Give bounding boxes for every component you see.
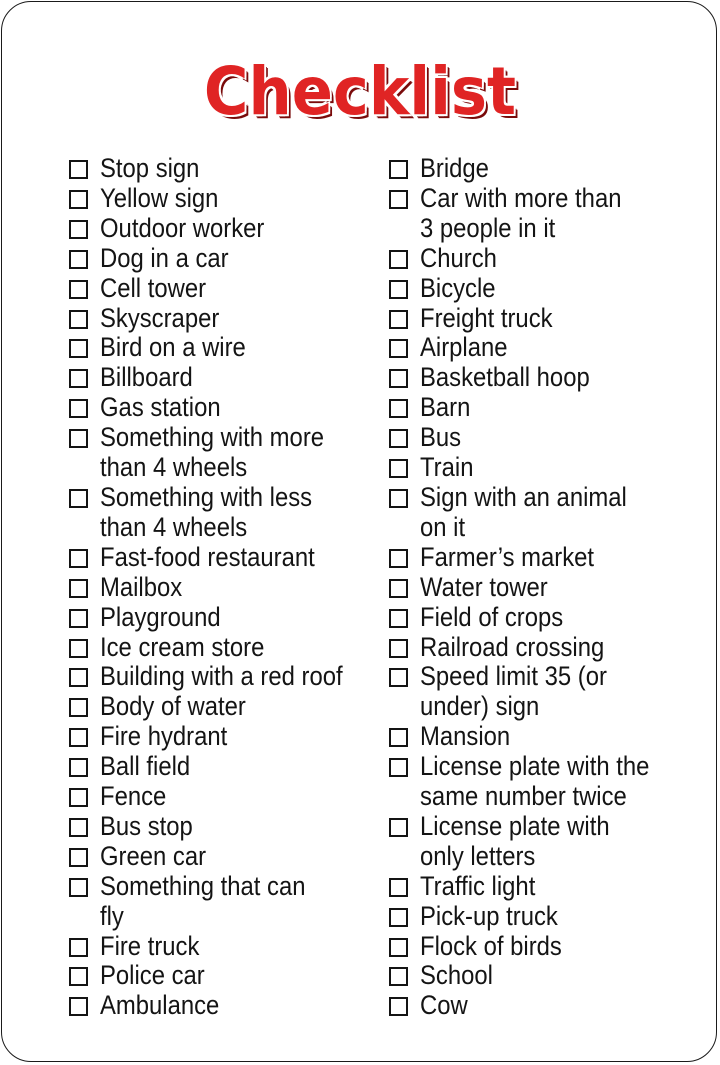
checkbox-icon[interactable] [69,728,88,747]
checklist-item-label: fly [100,900,124,931]
checklist-item-label: Green car [100,840,207,871]
checklist-item-something-that-can-fly[interactable] [68,872,368,932]
checklist-item-fire-hydrant[interactable] [68,722,368,752]
checkbox-icon[interactable] [389,997,408,1016]
checklist-item-water-tower[interactable] [388,573,688,603]
checklist-item-billboard[interactable] [68,363,368,393]
checklist-item-label: Fire truck [100,930,200,961]
checklist-item-label: Cell tower [100,272,207,303]
checkbox-icon[interactable] [389,609,408,628]
checklist-item-cow[interactable] [388,991,688,1021]
checklist-item-label: Ball field [100,751,191,782]
checklist-item-label: Yellow sign [100,182,219,213]
checkbox-icon[interactable] [69,250,88,269]
checklist-item-label: Bird on a wire [100,332,246,363]
checklist-item-ambulance[interactable] [68,991,368,1021]
checklist-item-mailbox[interactable] [68,573,368,603]
checkbox-icon[interactable] [69,160,88,179]
checklist-item-bird-on-a-wire[interactable] [68,333,368,363]
checklist-item-dog-in-a-car[interactable] [68,244,368,274]
checkbox-icon[interactable] [389,908,408,927]
checklist-item-label: Outdoor worker [100,212,265,243]
checklist-item-basketball-hoop[interactable] [388,363,688,393]
checklist-item-label: Traffic light [420,870,536,901]
checkbox-icon[interactable] [389,250,408,269]
checklist-column-right [388,154,688,1021]
checklist-item-label: Barn [420,392,471,423]
checklist-item-pick-up-truck[interactable] [388,902,688,932]
checklist-item-label: Ambulance [100,990,220,1021]
checklist-item-label: Something that can [100,870,306,901]
checkbox-icon[interactable] [69,878,88,897]
checklist-item-fence[interactable] [68,782,368,812]
checkbox-icon[interactable] [69,788,88,807]
checklist-item-label: Pick-up truck [420,900,558,931]
checklist-item-building-with-a-red-roof[interactable] [68,662,368,692]
checkbox-icon[interactable] [389,369,408,388]
checklist-item-traffic-light[interactable] [388,872,688,902]
checklist-item-playground[interactable] [68,603,368,633]
checklist-item-label: than 4 wheels [100,452,248,483]
checklist-item-car-with-more-than-3-people-in-it[interactable] [388,184,688,244]
checklist-item-label: Fire hydrant [100,721,228,752]
checklist-item-label: Car with more than [420,182,622,213]
checklist-item-label: Train [420,452,474,483]
checklist-item-something-with-more-than-4-wheels[interactable] [68,423,368,483]
checklist-item-label: Mailbox [100,571,183,602]
checklist-item-label: Police car [100,960,205,991]
checklist-item-license-plate-with-the-same-number-twice[interactable] [388,752,688,812]
checklist-item-label: Skyscraper [100,302,220,333]
checklist-item-license-plate-with-only-letters[interactable] [388,812,688,872]
checkbox-icon[interactable] [389,967,408,986]
checkbox-icon[interactable] [69,280,88,299]
checklist-item-label: Church [420,242,497,273]
checkbox-icon[interactable] [69,639,88,658]
checkbox-icon[interactable] [69,339,88,358]
checklist-item-body-of-water[interactable] [68,692,368,722]
checklist-item-label: Stop sign [100,153,200,183]
checkbox-icon[interactable] [389,339,408,358]
checkbox-icon[interactable] [69,758,88,777]
checkbox-icon[interactable] [69,579,88,598]
checklist-item-stop-sign[interactable] [68,154,368,184]
checklist-item-label: under) sign [420,691,540,722]
checklist-item-label: Freight truck [420,302,553,333]
checkbox-icon[interactable] [389,758,408,777]
checklist-item-label: Bridge [420,153,489,183]
page-title: Checklist [203,53,517,130]
checkbox-icon[interactable] [69,938,88,957]
checklist-item-label: License plate with the [420,751,650,782]
checklist-item-label: Something with more [100,422,325,453]
checkbox-icon[interactable] [69,399,88,418]
checklist-item-airplane[interactable] [388,333,688,363]
checklist-item-bus[interactable] [388,423,688,453]
checklist-item-label: Farmer’s market [420,541,595,572]
checkbox-icon[interactable] [69,220,88,239]
checkbox-icon[interactable] [389,399,408,418]
checkbox-icon[interactable] [69,848,88,867]
checklist-item-skyscraper[interactable] [68,304,368,334]
checklist-column-left [68,154,368,1021]
checklist-item-fast-food-restaurant[interactable] [68,543,368,573]
checklist-item-label: Building with a red roof [100,661,343,692]
checklist-item-field-of-crops[interactable] [388,603,688,633]
checkbox-icon[interactable] [389,190,408,209]
checklist-item-bridge[interactable] [388,154,688,184]
checklist-card [1,1,717,1062]
checkbox-icon[interactable] [69,609,88,628]
checkbox-icon[interactable] [69,997,88,1016]
checklist-item-label: on it [420,511,466,542]
checklist-item-label: Water tower [420,571,548,602]
checklist-item-label: Gas station [100,392,221,423]
checkbox-icon[interactable] [69,429,88,448]
checklist-item-bus-stop[interactable] [68,812,368,842]
checkbox-icon[interactable] [389,549,408,568]
checklist-item-school[interactable] [388,961,688,991]
checklist-item-sign-with-an-animal-on-it[interactable] [388,483,688,543]
checklist-item-label: than 4 wheels [100,511,248,542]
checkbox-icon[interactable] [389,668,408,687]
checklist-item-label: License plate with [420,810,610,841]
checklist-item-label: Railroad crossing [420,631,605,662]
checklist-item-fire-truck[interactable] [68,932,368,962]
checkbox-icon[interactable] [69,489,88,508]
checklist-item-speed-limit-35-or-under-sign[interactable] [388,662,688,722]
checklist-item-label: Ice cream store [100,631,265,662]
checklist-item-label: Bus stop [100,810,193,841]
checklist-item-yellow-sign[interactable] [68,184,368,214]
checklist-item-label: Cow [420,990,468,1021]
checkbox-icon[interactable] [69,967,88,986]
checkbox-icon[interactable] [69,190,88,209]
checklist-item-label: same number twice [420,781,627,812]
checkbox-icon[interactable] [69,549,88,568]
checklist-item-label: Flock of birds [420,930,562,961]
checkbox-icon[interactable] [389,429,408,448]
checkbox-icon[interactable] [389,160,408,179]
checklist-item-label: only letters [420,840,536,871]
checklist-item-train[interactable] [388,453,688,483]
checklist-item-ice-cream-store[interactable] [68,633,368,663]
checklist-item-police-car[interactable] [68,961,368,991]
checklist-item-label: Sign with an animal [420,481,627,512]
checklist-item-freight-truck[interactable] [388,304,688,334]
checklist-item-something-with-less-than-4-wheels[interactable] [68,483,368,543]
checklist-item-label: Fence [100,781,167,812]
checkbox-icon[interactable] [69,668,88,687]
checklist-item-label: School [420,960,493,991]
checklist-item-label: Field of crops [420,601,564,632]
checklist-item-label: Bus [420,422,462,453]
checklist-item-label: Bicycle [420,272,496,303]
checklist-item-label: Speed limit 35 (or [420,661,607,692]
checkbox-icon[interactable] [69,698,88,717]
checkbox-icon[interactable] [69,310,88,329]
checklist-item-label: Basketball hoop [420,362,590,393]
checklist-item-outdoor-worker[interactable] [68,214,368,244]
checklist-item-label: Playground [100,601,221,632]
checklist-item-barn[interactable] [388,393,688,423]
checkbox-icon[interactable] [389,818,408,837]
checkbox-icon[interactable] [389,878,408,897]
checklist-item-label: Airplane [420,332,508,363]
checklist-item-label: Fast-food restaurant [100,541,315,572]
checklist-item-church[interactable] [388,244,688,274]
checkbox-icon[interactable] [389,579,408,598]
checklist-item-green-car[interactable] [68,842,368,872]
checklist-item-flock-of-birds[interactable] [388,932,688,962]
checkbox-icon[interactable] [69,818,88,837]
checklist-item-label: 3 people in it [420,212,556,243]
checklist-item-mansion[interactable] [388,722,688,752]
checklist-item-railroad-crossing[interactable] [388,633,688,663]
checkbox-icon[interactable] [389,489,408,508]
checklist-item-label: Dog in a car [100,242,229,273]
checklist-item-label: Mansion [420,721,511,752]
checkbox-icon[interactable] [69,369,88,388]
checklist-item-farmers-market[interactable] [388,543,688,573]
checkbox-icon[interactable] [389,639,408,658]
checklist-item-label: Billboard [100,362,193,393]
checklist-item-label: Something with less [100,481,313,512]
checkbox-icon[interactable] [389,280,408,299]
checklist-item-gas-station[interactable] [68,393,368,423]
checkbox-icon[interactable] [389,310,408,329]
checklist-item-ball-field[interactable] [68,752,368,782]
checkbox-icon[interactable] [389,459,408,478]
checkbox-icon[interactable] [389,938,408,957]
checklist-item-cell-tower[interactable] [68,274,368,304]
checklist-item-bicycle[interactable] [388,274,688,304]
checkbox-icon[interactable] [389,728,408,747]
checklist-item-label: Body of water [100,691,246,722]
